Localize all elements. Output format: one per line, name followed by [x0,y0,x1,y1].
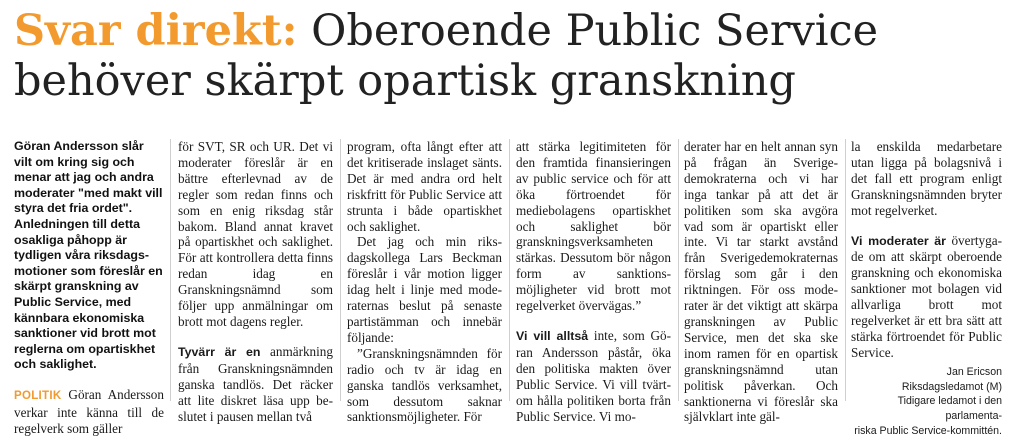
body-paragraph [178,344,333,425]
body-text: Göran Andersson verkar inte känna till de regelverk som gäller [14,386,164,436]
paragraph-lead-in: Vi vill alltså [516,328,589,343]
body-text: inte, som Göran Andersson påstår, öka den politiska makten över Public Service. Vi vill tvärtom hålla politiken borta från Public Service. Vi mo- [516,327,671,424]
signature-role-line-1: Tidigare ledamot i den parlamenta- [897,395,1002,423]
body-text: övertygade om att skärpt oberoende granskning och ekonomiska sanktioner mot bolagen vid allvarliga brott mot regelverket är ett bra sätt att stärka förtroendet för Public Service. [851,232,1002,360]
body-paragraph: Det jag och min riksdagskollega Lars Beckman föreslår i vår motion ligger idag helt i linje med moderaternas beslut på senaste partistämman och innebär följande: [347,234,502,345]
lead-paragraph: Göran Andersson slår vilt om kring sig och menar att jag och andra moderater "med makt vill styra det fria ordet". Anledningen till detta osakliga påhopp är tydligen våra riksdagsmotioner som föreslår en skärpt granskning av Public Service, med kännbara ekonomiska sanktioner vid brott mot reglerna om opartiskhet och saklighet. [14,139,163,372]
column-6 [851,139,1002,437]
signature-block [851,365,1002,439]
headline [14,6,1014,106]
signature-name: Jan Ericson [946,365,1002,378]
headline-kicker: Svar direkt: [14,6,298,56]
paragraph-lead-in: Tyvärr är en [178,344,261,359]
headline-line-1 [14,6,1014,56]
column-divider [509,139,510,401]
signature-role-line-2: riska Public Service-kommittén. [854,424,1002,437]
column-4 [516,139,671,424]
body-paragraph: la enskilda medarbetare utan ligga på bolagsnivå i det fall ett program enligt Granskningsnämnden bryter mot regelverket. [851,139,1002,218]
paragraph-lead-in: Vi moderater är [851,233,946,248]
column-2 [178,139,333,424]
signature-title: Riksdagsledamot (M) [901,380,1002,393]
body-paragraph [851,233,1002,361]
body-text: anmärkning från Granskningsnämnden ganska tandlös. Det räcker att lite diskret läsa upp beslutet i pausen mellan två [178,343,333,424]
headline-line-2: behöver skärpt opartisk granskning [14,56,796,106]
body-paragraph: program, ofta långt efter att det kritiserade inslaget sänts. Det är med andra ord helt riskfritt för Public Service att strunta i både opartiskhet och saklighet. [347,139,502,234]
column-divider [170,139,171,401]
body-paragraph [516,328,671,424]
column-5 [684,139,838,425]
column-divider [845,139,846,401]
column-3 [347,139,502,425]
body-paragraph [14,387,164,437]
body-paragraph: ”Granskningsnämnden för radio och tv är idag en ganska tandlös verksamhet, som dessutom saknar sanktionsmöjligheter. För [347,345,502,425]
column-1 [14,139,164,436]
column-divider [678,139,679,401]
headline-title-part-1: Oberoende Public Service [297,6,879,56]
body-paragraph: derater har en helt annan syn på frågan än Sverigedemokraterna och vi har inga tankar på att det är politiken som ska avgöra vad som är opartiskt eller inte. Vi tar starkt avstånd från Sverigedemokraternas förslag som går i den riktningen. För oss moderater är det viktigt att skärpa granskningen av Public Service, men det ska ske inom ramen för en opartisk granskningsnämnd utan politisk påverkan. Och sanktionerna vi föreslår ska självklart inte gäl- [684,139,838,425]
column-divider [340,139,341,401]
body-paragraph: för SVT, SR och UR. Det vi moderater föreslår är en bättre efterlevnad av de regler som redan finns och som en enig riksdag står bakom. Bland annat kravet på opartiskhet och saklighet. För att kontrollera detta finns redan idag en Granskningsnämnd som följer upp anmälningar om brott mot dagens regler. [178,139,333,329]
body-paragraph: att stärka legitimiteten för den framtida finansieringen av public service och för att öka förtroendet för mediebolagens opartiskhet och saklighet bör granskningsverksamheten stärkas. Dessutom bör någon form av sanktionsmöjligheter vid brott mot regelverket övervägas.” [516,139,671,314]
section-tag: POLITIK [14,389,62,402]
